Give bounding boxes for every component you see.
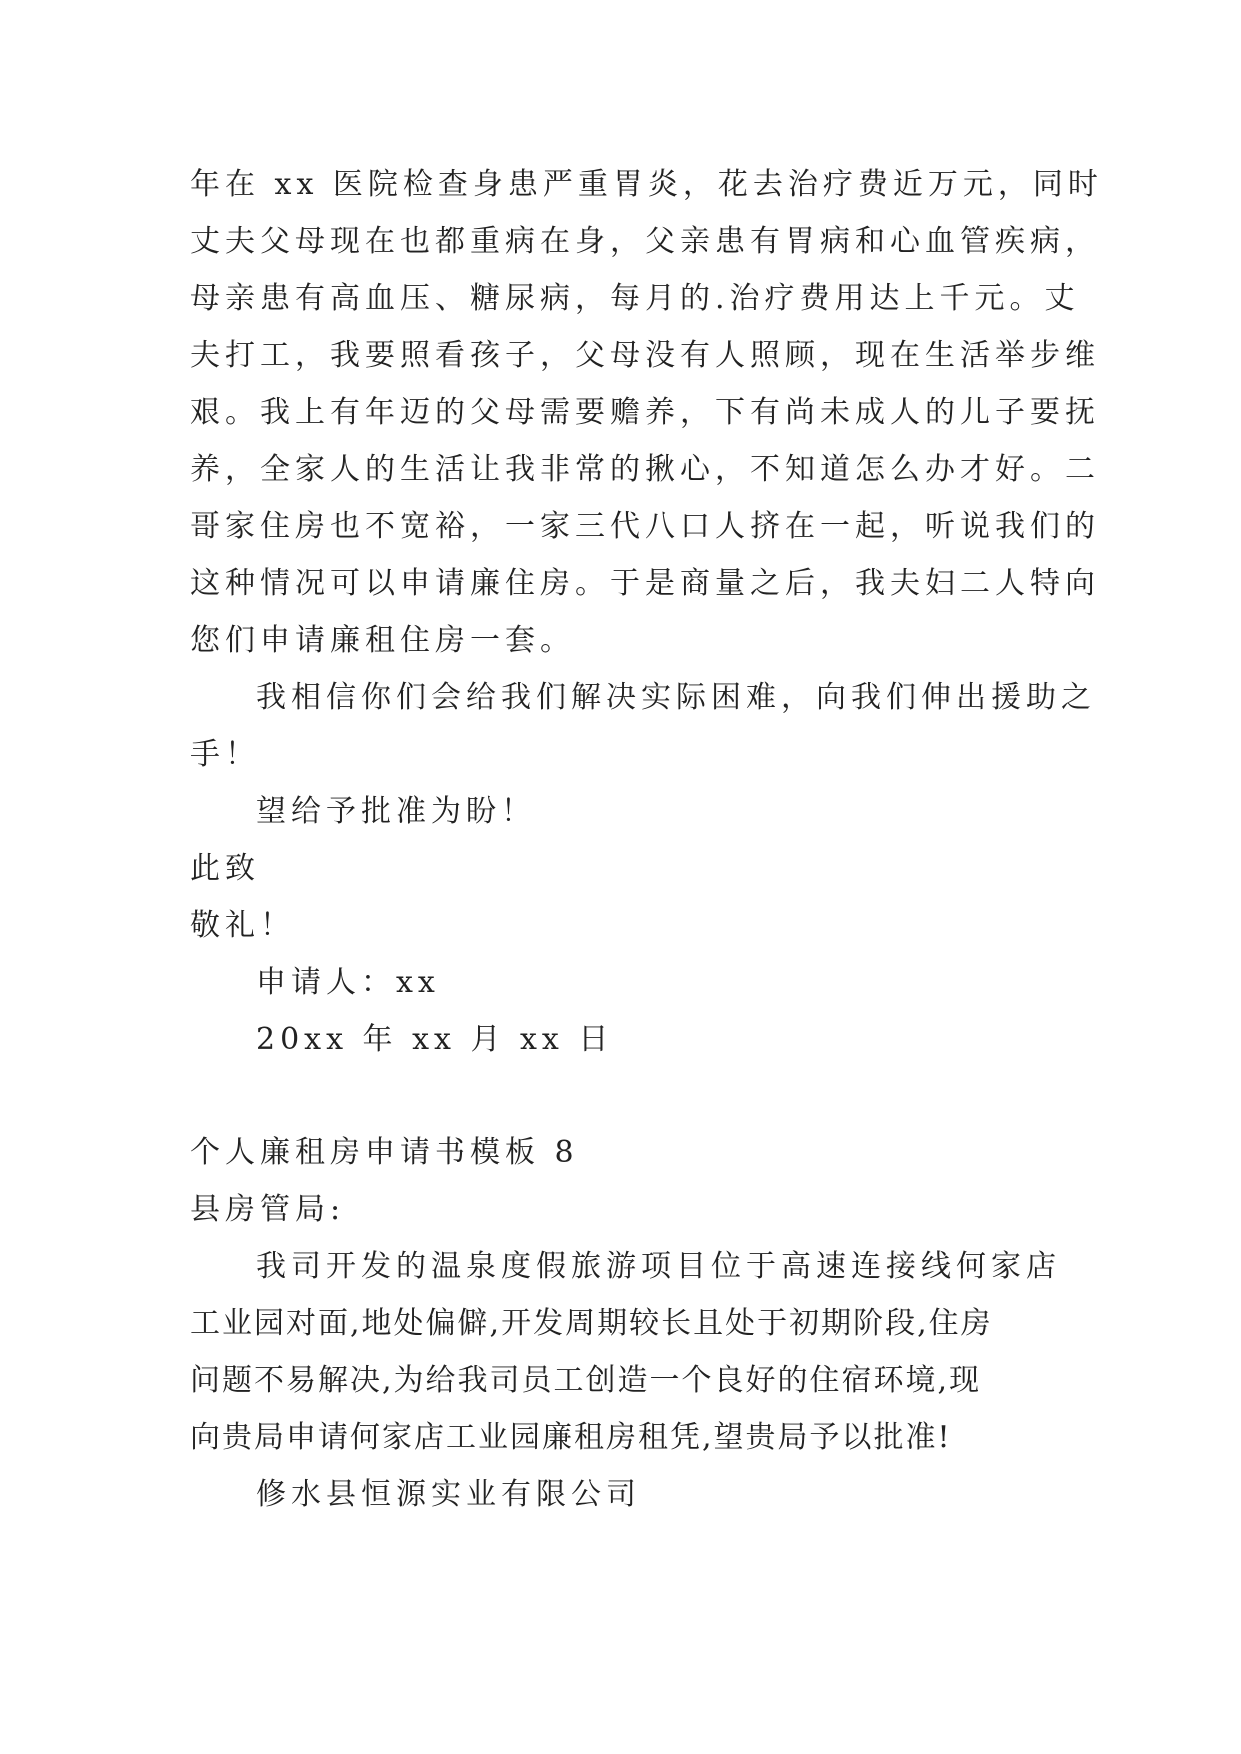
letter2-recipient: 县房管局:	[190, 1192, 346, 1227]
letter2-body-line-4: 向贵局申请何家店工业园廉租房租凭,望贵局予以批准!	[190, 1420, 952, 1455]
letter1-applicant: 申请人：xx	[256, 965, 440, 1000]
letter1-body-line-1: 年在 xx 医院检查身患严重胃炎，花去治疗费近万元，同时	[190, 167, 1103, 202]
letter1-body-line-3: 母亲患有高血压、糖尿病，每月的.治疗费用达上千元。丈	[190, 281, 1080, 316]
letter1-body-line-6: 养，全家人的生活让我非常的揪心，不知道怎么办才好。二	[190, 452, 1100, 487]
letter1-body-line-4: 夫打工，我要照看孩子，父母没有人照顾，现在生活举步维	[190, 338, 1100, 373]
letter1-para2-line-2: 手！	[190, 737, 260, 772]
letter1-body-line-7: 哥家住房也不宽裕，一家三代八口人挤在一起，听说我们的	[190, 509, 1100, 544]
letter2-body-line-3: 问题不易解决,为给我司员工创造一个良好的住宿环境,现	[190, 1363, 982, 1398]
letter1-body-line-2: 丈夫父母现在也都重病在身，父亲患有胃病和心血管疾病，	[190, 224, 1100, 259]
letter2-title: 个人廉租房申请书模板 8	[190, 1135, 579, 1170]
letter2-signature: 修水县恒源实业有限公司	[256, 1477, 641, 1512]
letter1-date: 20xx 年 xx 月 xx 日	[256, 1022, 614, 1057]
letter2-body-line-1: 我司开发的温泉度假旅游项目位于高速连接线何家店	[256, 1249, 1061, 1284]
letter1-body-line-9: 您们申请廉租住房一套。	[190, 623, 575, 658]
letter1-body-line-5: 艰。我上有年迈的父母需要赡养，下有尚未成人的儿子要抚	[190, 395, 1100, 430]
letter1-para3: 望给予批准为盼！	[256, 794, 536, 829]
letter2-body-line-2: 工业园对面,地处偏僻,开发周期较长且处于初期阶段,住房	[190, 1306, 993, 1341]
letter1-closing-jingli: 敬礼！	[190, 908, 295, 943]
letter1-para2-line-1: 我相信你们会给我们解决实际困难，向我们伸出援助之	[256, 680, 1096, 715]
letter1-closing-cizhi: 此致	[190, 851, 260, 886]
letter1-body-line-8: 这种情况可以申请廉住房。于是商量之后，我夫妇二人特向	[190, 566, 1100, 601]
